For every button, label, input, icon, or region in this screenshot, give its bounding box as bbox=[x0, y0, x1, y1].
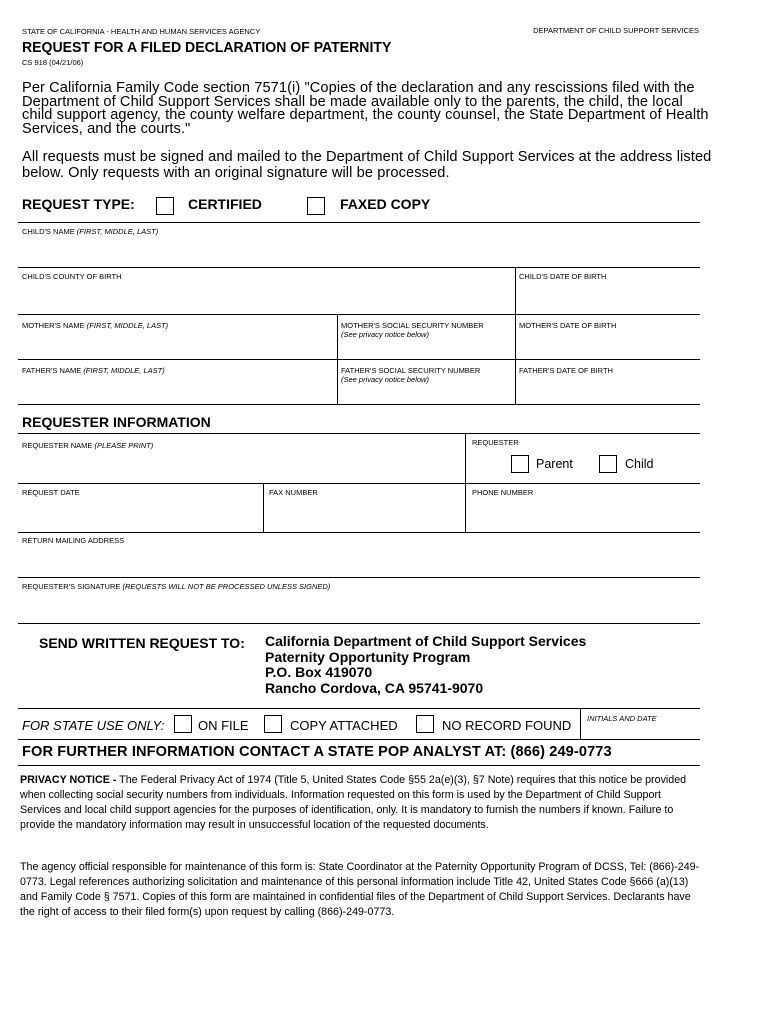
father-ssn-label: FATHER'S SOCIAL SECURITY NUMBER (See privacy notice below) bbox=[341, 366, 481, 384]
mailing-address bbox=[265, 634, 586, 696]
fax-number-label: FAX NUMBER bbox=[269, 488, 318, 497]
child-county-label: CHILD'S COUNTY OF BIRTH bbox=[22, 272, 122, 281]
no-record-checkbox[interactable] bbox=[416, 715, 434, 733]
intro-paragraph-legal: Per California Family Code section 7571(i) "Copies of the declaration and any rescissions filed with the Department of Child Support Services shall be made available only to the parents, the child, the local child support agency, the county welfare department, the county counsel, the State Department of Health Services, and the courts." bbox=[22, 80, 709, 137]
agency-name: STATE OF CALIFORNIA - HEALTH AND HUMAN SERVICES AGENCY bbox=[22, 27, 261, 36]
privacy-notice-heading: PRIVACY NOTICE - bbox=[20, 774, 117, 786]
address-line-department: California Department of Child Support Services bbox=[265, 633, 587, 649]
send-to-label: SEND WRITTEN REQUEST TO: bbox=[39, 635, 245, 651]
on-file-label: ON FILE bbox=[198, 718, 249, 733]
father-dob-label: FATHER'S DATE OF BIRTH bbox=[519, 366, 613, 375]
parent-checkbox[interactable] bbox=[511, 455, 529, 473]
child-dob-field[interactable] bbox=[517, 282, 700, 312]
return-address-label: RETURN MAILING ADDRESS bbox=[22, 536, 125, 545]
initials-date-field[interactable] bbox=[582, 724, 700, 738]
request-date-field[interactable] bbox=[18, 500, 261, 530]
copy-attached-label: COPY ATTACHED bbox=[290, 718, 398, 733]
privacy-notice-body: The Federal Privacy Act of 1974 (Title 5, United States Code §55 2a(e)(3), §7 Note) requires that this notice be provided when collecting social security numbers from individuals. Information requested on this form is used by the Department of Child Support Services and local child support agencies for the purposes of identification, only. It is mandatory to furnish the numbers if known. Failure to provide the mandatory information may result in unsuccessful location of the requested documents. bbox=[20, 774, 687, 831]
mother-dob-label: MOTHER'S DATE OF BIRTH bbox=[519, 321, 617, 330]
on-file-checkbox[interactable] bbox=[174, 715, 192, 733]
signature-label: REQUESTER'S SIGNATURE (REQUESTS WILL NOT BE PROCESSED UNLESS SIGNED) bbox=[22, 582, 331, 591]
requester-name-label: REQUESTER NAME (PLEASE PRINT) bbox=[22, 441, 154, 450]
child-checkbox[interactable] bbox=[599, 455, 617, 473]
fax-number-field[interactable] bbox=[265, 500, 463, 530]
child-dob-label: CHILD'S DATE OF BIRTH bbox=[519, 272, 607, 281]
faxed-copy-label: FAXED COPY bbox=[340, 196, 431, 212]
signature-field[interactable] bbox=[18, 593, 700, 621]
address-line-po-box: P.O. Box 419070 bbox=[265, 664, 373, 680]
requester-name-field[interactable] bbox=[18, 452, 463, 480]
phone-number-field[interactable] bbox=[467, 500, 700, 530]
agency-official-notice: The agency official responsible for maintenance of this form is: State Coordinator at the Paternity Opportunity Program of DCSS, Tel: (866)-249-0773. Legal references authorizing solicitation and maintenance of this personal information include Title 42, United States Code §666 (a)(13) and Family Code § 7571. Copies of this form are maintained in confidential files of the Department of Child Support Services. Declarants have the right of access to their filed form(s) upon request by calling (866)-249-0773. bbox=[20, 861, 700, 918]
address-line-city: Rancho Cordova, CA 95741-9070 bbox=[265, 679, 484, 696]
mother-dob-field[interactable] bbox=[517, 332, 700, 358]
copy-attached-checkbox[interactable] bbox=[264, 715, 282, 733]
intro-paragraph-instructions: All requests must be signed and mailed to the Department of Child Support Services at the address listed below. Only requests with an original signature will be processed. bbox=[22, 149, 712, 181]
child-name-label: CHILD'S NAME (FIRST, MIDDLE, LAST) bbox=[22, 227, 159, 236]
requester-section-title: REQUESTER INFORMATION bbox=[22, 414, 211, 430]
certified-checkbox[interactable] bbox=[156, 197, 174, 215]
father-ssn-field[interactable] bbox=[339, 385, 513, 403]
mother-ssn-field[interactable] bbox=[339, 340, 513, 358]
child-county-field[interactable] bbox=[18, 282, 513, 312]
faxed-copy-checkbox[interactable] bbox=[307, 197, 325, 215]
form-number: CS 918 (04/21/06) bbox=[22, 58, 84, 67]
certified-label: CERTIFIED bbox=[188, 196, 262, 212]
requester-type-label: REQUESTER bbox=[472, 438, 519, 447]
contact-line: FOR FURTHER INFORMATION CONTACT A STATE POP ANALYST AT: (866) 249-0773 bbox=[22, 744, 612, 760]
privacy-notice bbox=[20, 773, 704, 833]
father-dob-field[interactable] bbox=[517, 377, 700, 403]
request-type-label: REQUEST TYPE: bbox=[22, 196, 135, 212]
state-use-label: FOR STATE USE ONLY: bbox=[22, 718, 165, 733]
no-record-label: NO RECORD FOUND bbox=[442, 718, 572, 733]
mother-ssn-label: MOTHER'S SOCIAL SECURITY NUMBER (See privacy notice below) bbox=[341, 321, 484, 339]
return-address-field[interactable] bbox=[18, 547, 700, 575]
mother-name-label: MOTHER'S NAME (FIRST, MIDDLE, LAST) bbox=[22, 321, 169, 330]
father-name-label: FATHER'S NAME (FIRST, MIDDLE, LAST) bbox=[22, 366, 165, 375]
page-title: REQUEST FOR A FILED DECLARATION OF PATERNITY bbox=[22, 40, 392, 56]
mother-name-field[interactable] bbox=[18, 332, 335, 358]
child-name-field[interactable] bbox=[18, 236, 700, 266]
child-label: Child bbox=[625, 457, 654, 471]
address-line-program: Paternity Opportunity Program bbox=[265, 648, 471, 665]
phone-number-label: PHONE NUMBER bbox=[472, 488, 534, 497]
initials-date-label: INITIALS AND DATE bbox=[587, 714, 657, 723]
department-name: DEPARTMENT OF CHILD SUPPORT SERVICES bbox=[533, 26, 699, 35]
request-date-label: REQUEST DATE bbox=[22, 488, 80, 497]
father-name-field[interactable] bbox=[18, 377, 335, 403]
parent-label: Parent bbox=[536, 457, 573, 471]
